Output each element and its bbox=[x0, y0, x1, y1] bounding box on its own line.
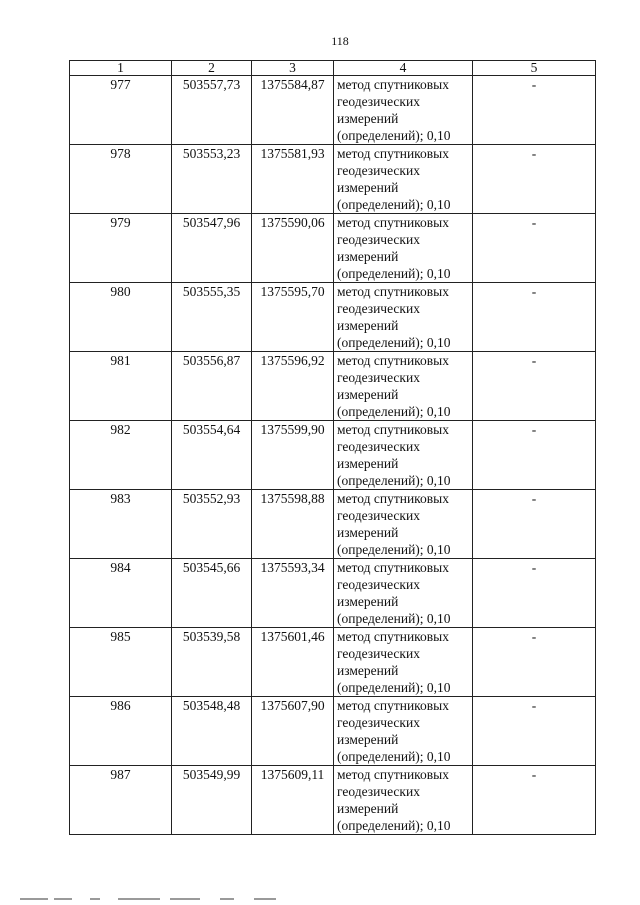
y-coordinate-cell: 1375593,34 bbox=[252, 559, 334, 628]
method-accuracy-cell: метод спутниковых геодезических измерений (определений); 0,10 bbox=[334, 559, 473, 628]
method-accuracy-cell: метод спутниковых геодезических измерений (определений); 0,10 bbox=[334, 490, 473, 559]
y-coordinate-cell: 1375599,90 bbox=[252, 421, 334, 490]
note-cell: - bbox=[473, 490, 596, 559]
point-number-cell: 982 bbox=[70, 421, 172, 490]
x-coordinate-cell: 503539,58 bbox=[172, 628, 252, 697]
table-row bbox=[70, 214, 596, 283]
y-coordinate-cell: 1375607,90 bbox=[252, 697, 334, 766]
column-header: 4 bbox=[334, 61, 473, 76]
note-cell: - bbox=[473, 628, 596, 697]
method-accuracy-cell: метод спутниковых геодезических измерений (определений); 0,10 bbox=[334, 145, 473, 214]
x-coordinate-cell: 503555,35 bbox=[172, 283, 252, 352]
y-coordinate-cell: 1375596,92 bbox=[252, 352, 334, 421]
note-cell: - bbox=[473, 766, 596, 835]
y-coordinate-cell: 1375598,88 bbox=[252, 490, 334, 559]
x-coordinate-cell: 503556,87 bbox=[172, 352, 252, 421]
table-row bbox=[70, 352, 596, 421]
table-row bbox=[70, 283, 596, 352]
table-body bbox=[70, 76, 596, 835]
method-accuracy-cell: метод спутниковых геодезических измерений (определений); 0,10 bbox=[334, 697, 473, 766]
point-number-cell: 983 bbox=[70, 490, 172, 559]
x-coordinate-cell: 503552,93 bbox=[172, 490, 252, 559]
note-cell: - bbox=[473, 76, 596, 145]
method-accuracy-cell: метод спутниковых геодезических измерений (определений); 0,10 bbox=[334, 766, 473, 835]
column-header: 5 bbox=[473, 61, 596, 76]
point-number-cell: 981 bbox=[70, 352, 172, 421]
note-cell: - bbox=[473, 559, 596, 628]
x-coordinate-cell: 503554,64 bbox=[172, 421, 252, 490]
point-number-cell: 978 bbox=[70, 145, 172, 214]
column-header: 1 bbox=[70, 61, 172, 76]
method-accuracy-cell: метод спутниковых геодезических измерений (определений); 0,10 bbox=[334, 283, 473, 352]
method-accuracy-cell: метод спутниковых геодезических измерений (определений); 0,10 bbox=[334, 214, 473, 283]
note-cell: - bbox=[473, 145, 596, 214]
y-coordinate-cell: 1375595,70 bbox=[252, 283, 334, 352]
table-row bbox=[70, 421, 596, 490]
x-coordinate-cell: 503547,96 bbox=[172, 214, 252, 283]
x-coordinate-cell: 503545,66 bbox=[172, 559, 252, 628]
table-header-row bbox=[70, 61, 596, 76]
point-number-cell: 987 bbox=[70, 766, 172, 835]
coordinates-table bbox=[69, 60, 596, 835]
y-coordinate-cell: 1375609,11 bbox=[252, 766, 334, 835]
method-accuracy-cell: метод спутниковых геодезических измерений (определений); 0,10 bbox=[334, 76, 473, 145]
method-accuracy-cell: метод спутниковых геодезических измерений (определений); 0,10 bbox=[334, 421, 473, 490]
table-row bbox=[70, 490, 596, 559]
table-row bbox=[70, 559, 596, 628]
note-cell: - bbox=[473, 697, 596, 766]
point-number-cell: 977 bbox=[70, 76, 172, 145]
point-number-cell: 986 bbox=[70, 697, 172, 766]
note-cell: - bbox=[473, 214, 596, 283]
y-coordinate-cell: 1375601,46 bbox=[252, 628, 334, 697]
footer-scan-marks bbox=[20, 898, 280, 901]
x-coordinate-cell: 503557,73 bbox=[172, 76, 252, 145]
y-coordinate-cell: 1375584,87 bbox=[252, 76, 334, 145]
y-coordinate-cell: 1375590,06 bbox=[252, 214, 334, 283]
method-accuracy-cell: метод спутниковых геодезических измерений (определений); 0,10 bbox=[334, 628, 473, 697]
point-number-cell: 984 bbox=[70, 559, 172, 628]
x-coordinate-cell: 503548,48 bbox=[172, 697, 252, 766]
note-cell: - bbox=[473, 352, 596, 421]
table-row bbox=[70, 766, 596, 835]
page-number: 118 bbox=[331, 34, 349, 48]
point-number-cell: 985 bbox=[70, 628, 172, 697]
y-coordinate-cell: 1375581,93 bbox=[252, 145, 334, 214]
point-number-cell: 980 bbox=[70, 283, 172, 352]
x-coordinate-cell: 503549,99 bbox=[172, 766, 252, 835]
table-row bbox=[70, 76, 596, 145]
note-cell: - bbox=[473, 421, 596, 490]
point-number-cell: 979 bbox=[70, 214, 172, 283]
x-coordinate-cell: 503553,23 bbox=[172, 145, 252, 214]
note-cell: - bbox=[473, 283, 596, 352]
column-header: 3 bbox=[252, 61, 334, 76]
column-header: 2 bbox=[172, 61, 252, 76]
table-row bbox=[70, 697, 596, 766]
method-accuracy-cell: метод спутниковых геодезических измерений (определений); 0,10 bbox=[334, 352, 473, 421]
table-row bbox=[70, 628, 596, 697]
table-row bbox=[70, 145, 596, 214]
